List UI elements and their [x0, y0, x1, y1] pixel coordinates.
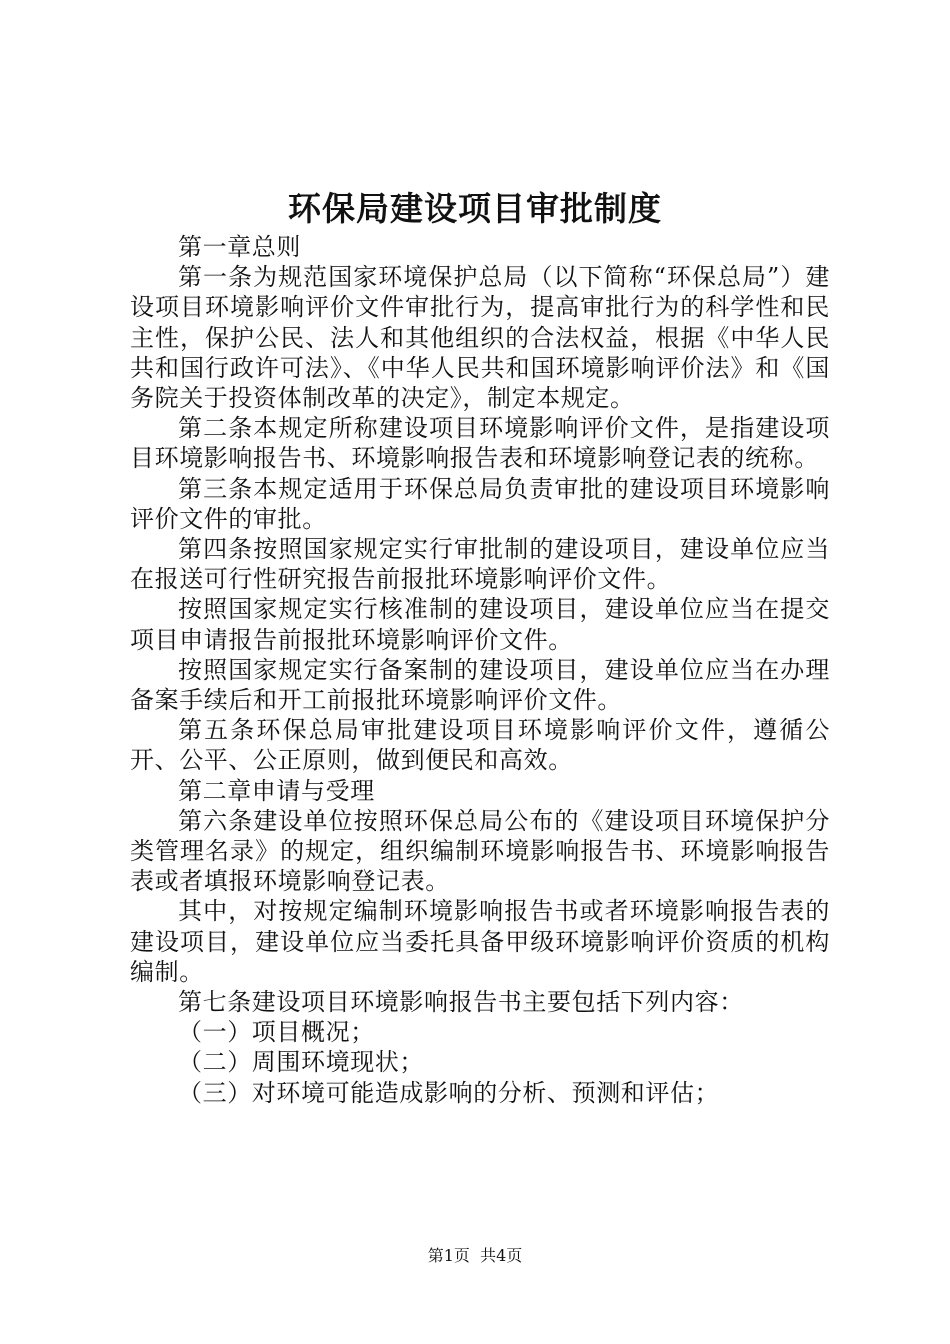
- paragraph: 第三条本规定适用于环保总局负责审批的建设项目环境影响评价文件的审批。: [130, 474, 830, 533]
- paragraph: 第二章申请与受理: [178, 776, 375, 805]
- paragraph: 第一章总则: [178, 233, 301, 261]
- paragraph: 第四条按照国家规定实行审批制的建设项目，建设单位应当在报送可行性研究报告前报批环境影响评价文件。: [130, 535, 830, 594]
- paragraph: 按照国家规定实行核准制的建设项目，建设单位应当在提交项目申请报告前报批环境影响评价文件。: [130, 595, 830, 654]
- paragraph: （二）周围环境现状；: [178, 1048, 424, 1077]
- page-number-label: 第1页 共4页: [427, 1246, 523, 1265]
- paragraph: 第二条本规定所称建设项目环境影响评价文件，是指建设项目环境影响报告书、环境影响报告表和环境影响登记表的统称。: [130, 414, 830, 473]
- paragraph: 第七条建设项目环境影响报告书主要包括下列内容：: [178, 988, 744, 1017]
- paragraph: 第一条为规范国家环境保护总局（以下简称“环保总局”）建设项目环境影响评价文件审批行为，提高审批行为的科学性和民主性，保护公民、法人和其他组织的合法权益，根据《中华人民共和国行政许可法》、《中华人民共和国环境影响评价法》和《国务院关于投资体制改革的决定》，制定本规定。: [130, 263, 830, 413]
- paragraph: 第六条建设单位按照环保总局公布的《建设项目环境保护分类管理名录》的规定，组织编制环境影响报告书、环境影响报告表或者填报环境影响登记表。: [130, 806, 830, 896]
- paragraph: （三）对环境可能造成影响的分析、预测和评估；: [178, 1078, 720, 1107]
- paragraph: 其中，对按规定编制环境影响报告书或者环境影响报告表的建设项目，建设单位应当委托具备甲级环境影响评价资质的机构编制。: [130, 897, 830, 986]
- paragraph: 第五条环保总局审批建设项目环境影响评价文件，遵循公开、公平、公正原则，做到便民和高效。: [130, 716, 830, 775]
- page-footer: [0, 1244, 950, 1268]
- paragraph: （一）项目概况；: [178, 1018, 375, 1047]
- paragraph: 按照国家规定实行备案制的建设项目，建设单位应当在办理备案手续后和开工前报批环境影响评价文件。: [130, 655, 830, 715]
- document-title: 环保局建设项目审批制度: [288, 189, 662, 228]
- document-body: [130, 232, 830, 1108]
